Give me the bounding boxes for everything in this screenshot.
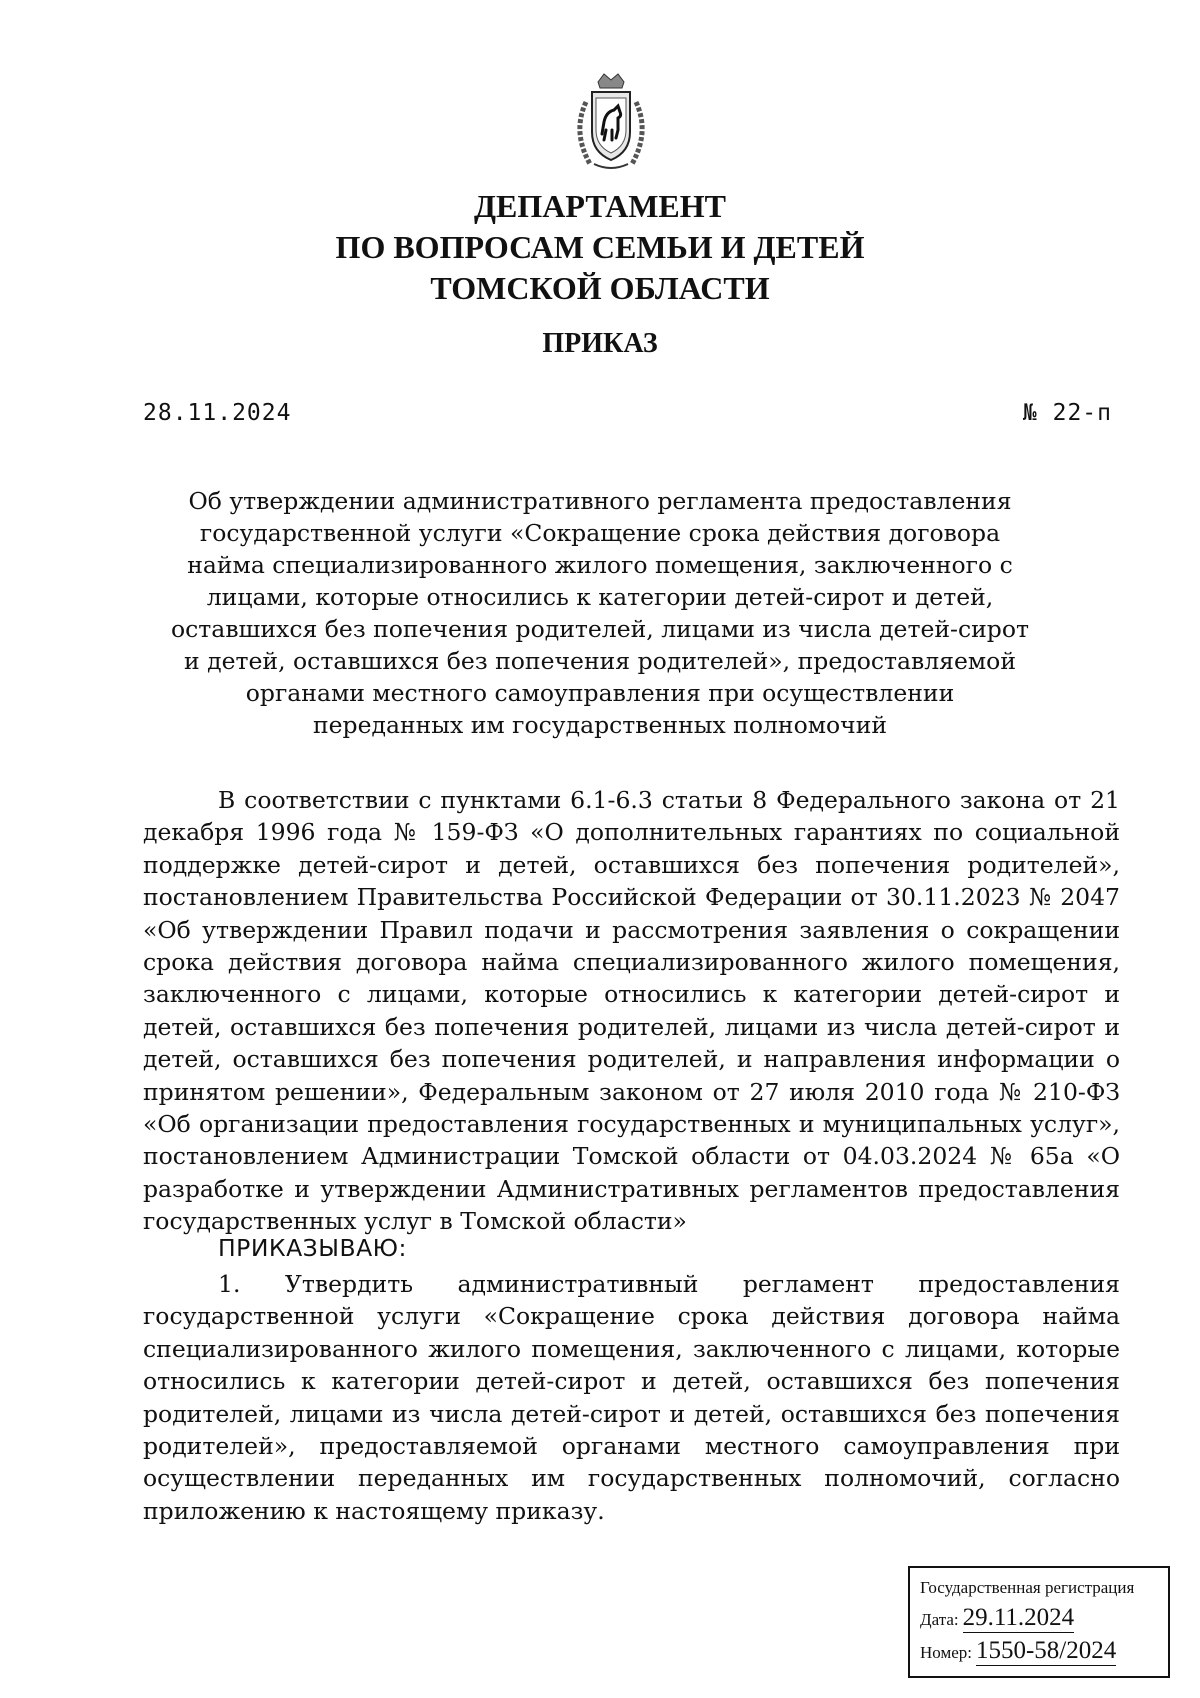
stamp-date-label: Дата: [920, 1610, 959, 1629]
registration-stamp [908, 1566, 1170, 1678]
department-line-3: ТОМСКОЙ ОБЛАСТИ [430, 270, 770, 306]
stamp-number-label: Номер: [920, 1643, 972, 1662]
stamp-number-value: 1550-58/2024 [975, 1637, 1117, 1664]
preamble [143, 784, 1120, 1238]
department-line-1: ДЕПАРТАМЕНТ [474, 188, 726, 224]
order-word: ПРИКАЗЫВАЮ: [218, 1234, 407, 1262]
order-number: № 22-п [1022, 400, 1112, 426]
order-item-1-text: 1. Утвердить административный регламент предоставления государственной услуги «Сокращение срока действия договора найма специализированного жилого помещения, заключенного с лицами, которые относились к категории детей-сирот и детей, оставшихся без попечения родителей, лицами из числа детей-сирот и детей, оставшихся без попечения родителей», предоставляемой органами местного самоуправления при осуществлении переданных им государственных полномочий, согласно приложению к настоящему приказу. [143, 1270, 1120, 1525]
order-subject: Об утверждении административного регламента предоставления государственной услуги «Сокращение срока действия договора найма специализированного жилого помещения, заключенного с лицами, которые относились к категории детей-сирот и детей, оставшихся без попечения родителей, лицами из числа детей-сирот и детей, оставшихся без попечения родителей», предоставляемой органами местного самоуправления при осуществлении переданных им государственных полномочий [171, 487, 1029, 739]
department-line-2: ПО ВОПРОСАМ СЕМЬИ И ДЕТЕЙ [335, 229, 865, 265]
stamp-title: Государственная регистрация [920, 1578, 1135, 1597]
stamp-number-row [920, 1637, 1158, 1666]
stamp-date-value: 29.11.2024 [962, 1604, 1075, 1631]
order-item-1 [143, 1268, 1120, 1527]
date-number-row [143, 400, 1112, 426]
preamble-text: В соответствии с пунктами 6.1-6.3 статьи 8 Федерального закона от 21 декабря 1996 года № 159-ФЗ «О дополнительных гарантиях по социальной поддержке детей-сирот и детей, оставшихся без попечения родителей», постановлением Правительства Российской Федерации от 30.11.2023 № 2047 «Об утверждении Правил подачи и рассмотрения заявления о сокращении срока действия договора найма специализированного жилого помещения, заключенного с лицами, которые относились к категории детей-сирот и детей, оставшихся без попечения родителей, лицами из числа детей-сирот и детей, оставшихся без попечения родителей, и направления информации о принятом решении», Федеральным законом от 27 июля 2010 года № 210-ФЗ «Об организации предоставления государственных и муниципальных услуг», постановлением Администрации Томской области от 04.03.2024 № 65а «О разработке и утверждении Административных регламентов предоставления государственных услуг в Томской области» [143, 786, 1120, 1236]
department-name [0, 186, 1200, 309]
stamp-date-row [920, 1604, 1158, 1633]
order-date: 28.11.2024 [143, 400, 292, 426]
document-type: ПРИКАЗ [542, 328, 658, 359]
coat-of-arms-icon [566, 72, 656, 174]
